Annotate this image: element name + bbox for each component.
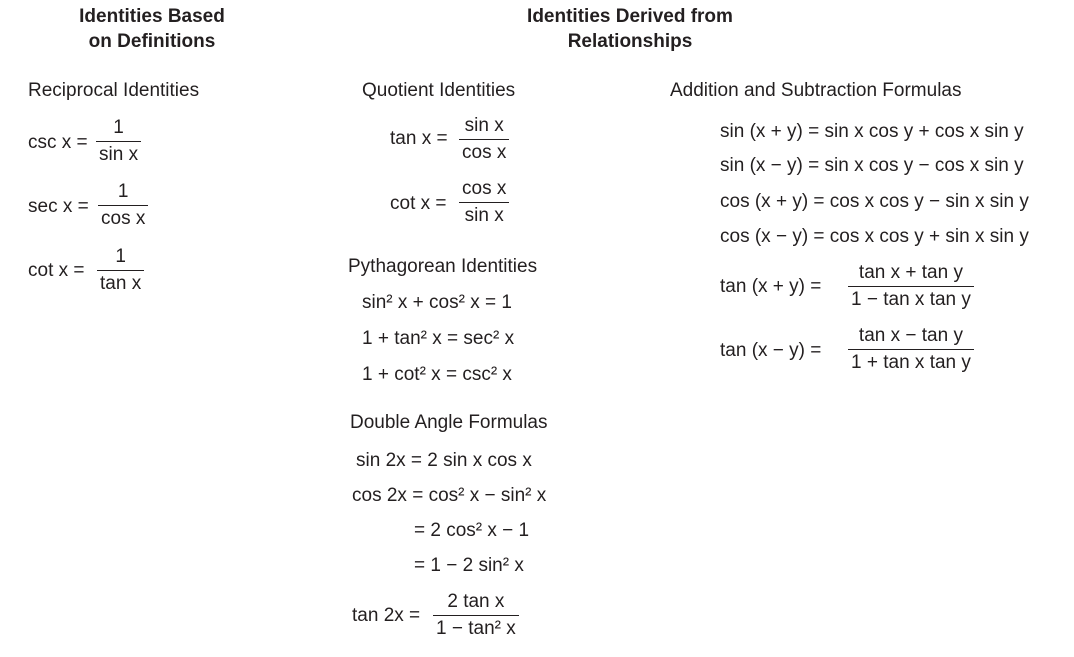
addition-line: sin (x − y) = sin x cos y − cos x sin y <box>720 155 1024 176</box>
reciprocal-lhs: cot x = <box>28 260 85 281</box>
fraction-numerator: 1 <box>113 117 124 138</box>
addition-line: cos (x − y) = cos x cos y + sin x sin y <box>720 226 1029 247</box>
fraction-denominator: sin x <box>464 205 504 226</box>
double-angle-tan-fraction <box>433 589 519 642</box>
fraction-numerator: cos x <box>462 178 507 199</box>
reciprocal-lhs: csc x = <box>28 132 88 153</box>
quotient-fraction <box>459 176 509 229</box>
double-angle-line: cos 2x = cos² x − sin² x <box>352 485 547 506</box>
header-relationships: Identities Derived from Relationships <box>527 6 733 52</box>
addition-line: cos (x + y) = cos x cos y − sin x sin y <box>720 191 1029 212</box>
reciprocal-fraction <box>98 179 148 232</box>
fraction-numerator: 1 <box>115 246 126 267</box>
quotient-fraction <box>459 113 509 166</box>
subtraction-tan-lhs: tan (x − y) = <box>720 340 822 361</box>
pythagorean-line: 1 + tan² x = sec² x <box>362 328 515 349</box>
fraction-denominator: sin x <box>99 144 139 165</box>
fraction-denominator: cos x <box>101 208 146 229</box>
reciprocal-fraction <box>96 115 141 168</box>
fraction-denominator: tan x <box>100 273 142 294</box>
addition-tan-fraction <box>848 260 974 313</box>
fraction-numerator: 1 <box>117 181 129 202</box>
fraction-denominator: cos x <box>462 142 507 163</box>
header-definitions: Identities Based on Definitions <box>79 6 225 52</box>
double-angle-line: = 1 − 2 sin² x <box>414 555 524 576</box>
reciprocal-title: Reciprocal Identities <box>28 80 200 101</box>
pythagorean-line: sin² x + cos² x = 1 <box>362 292 512 313</box>
reciprocal-lhs: sec x = <box>28 196 89 217</box>
pythagorean-line: 1 + cot² x = csc² x <box>362 364 512 385</box>
quotient-lhs: tan x = <box>390 128 448 149</box>
pythagorean-title: Pythagorean Identities <box>348 256 538 277</box>
fraction-numerator: tan x + tan y <box>858 262 963 283</box>
double-angle-line: = 2 cos² x − 1 <box>414 520 530 541</box>
fraction-denominator: 1 + tan x tan y <box>851 352 971 373</box>
double-angle-title: Double Angle Formulas <box>350 412 548 433</box>
fraction-denominator: 1 − tan x tan y <box>851 289 971 310</box>
fraction-numerator: 2 tan x <box>447 591 505 612</box>
addition-line: sin (x + y) = sin x cos y + cos x sin y <box>720 121 1024 142</box>
double-angle-line: sin 2x = 2 sin x cos x <box>356 450 532 471</box>
fraction-denominator: 1 − tan² x <box>436 618 516 639</box>
fraction-numerator: tan x − tan y <box>858 325 963 346</box>
quotient-title: Quotient Identities <box>362 80 516 101</box>
fraction-numerator: sin x <box>464 115 504 136</box>
reciprocal-fraction <box>97 244 144 297</box>
double-angle-tan-lhs: tan 2x = <box>352 605 421 626</box>
addition-tan-lhs: tan (x + y) = <box>720 276 822 297</box>
addition-title: Addition and Subtraction Formulas <box>670 80 962 101</box>
quotient-lhs: cot x = <box>390 193 447 214</box>
subtraction-tan-fraction <box>848 323 974 376</box>
